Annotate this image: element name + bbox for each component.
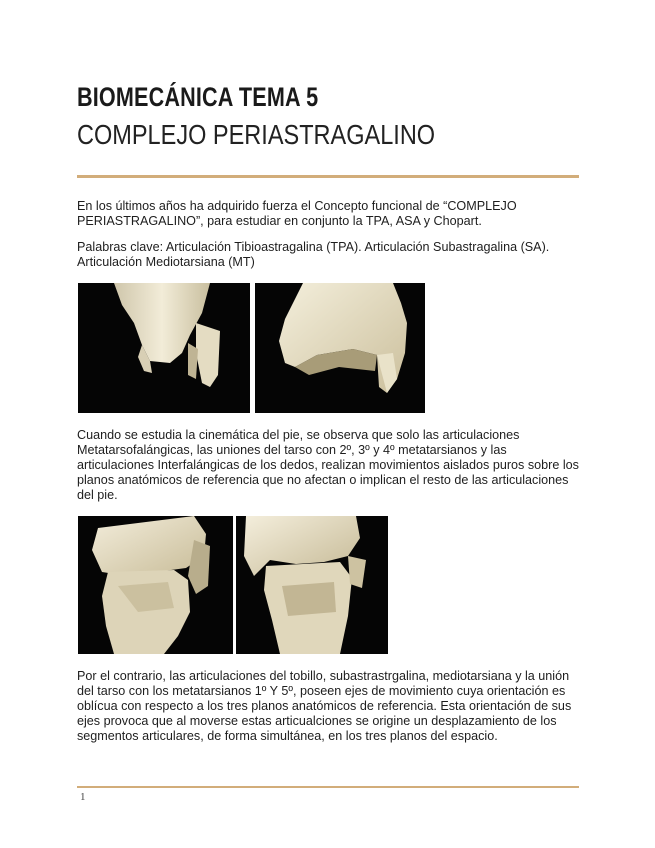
bone-photo-tibia-mortise — [255, 283, 425, 413]
keywords-paragraph: Palabras clave: Articulación Tibioastragalina (TPA). Articulación Subastragalina (SA). Articulación Mediotarsiana (MT) — [77, 240, 550, 269]
bone-photo-ankle-lateral — [78, 516, 233, 654]
document-title: BIOMECÁNICA TEMA 5 — [77, 82, 319, 112]
page-number: 1 — [80, 791, 86, 803]
bone-photo-tibia-fibula — [78, 283, 250, 413]
bone-photo-ankle-posterior — [236, 516, 388, 654]
intro-paragraph: En los últimos años ha adquirido fuerza el Concepto funcional de “COMPLEJO PERIASTRAGALINO”, para estudiar en conjunto la TPA, ASA y Chopart. — [77, 199, 517, 228]
footer-divider — [77, 786, 579, 788]
oblique-axes-paragraph: Por el contrario, las articulaciones del tobillo, subastrastrgalina, mediotarsiana y la unión del tarso con los metatarsianos 1º Y 5º, poseen ejes de movimiento cuya orientación es oblícua con respecto a los tres planos anatómicos de referencia. Esta orientación de sus ejes provoca que al moverse estas articualciones se origine un desplazamiento de los segmentos articulares, de forma simultánea, en los tres planos del espacio. — [77, 669, 572, 743]
header-divider — [77, 175, 579, 178]
document-subtitle: COMPLEJO PERIASTRAGALINO — [77, 119, 436, 150]
kinematics-paragraph: Cuando se estudia la cinemática del pie, se observa que solo las articulaciones Metatarsofalángicas, las uniones del tarso con 2º, 3º y 4º metatarsianos y las articulaciones Interfalángicas de los dedos, realizan movimientos aislados puros sobre los planos anatómicos de referencia que no afectan o implican el resto de las articulaciones del pie. — [77, 428, 579, 502]
